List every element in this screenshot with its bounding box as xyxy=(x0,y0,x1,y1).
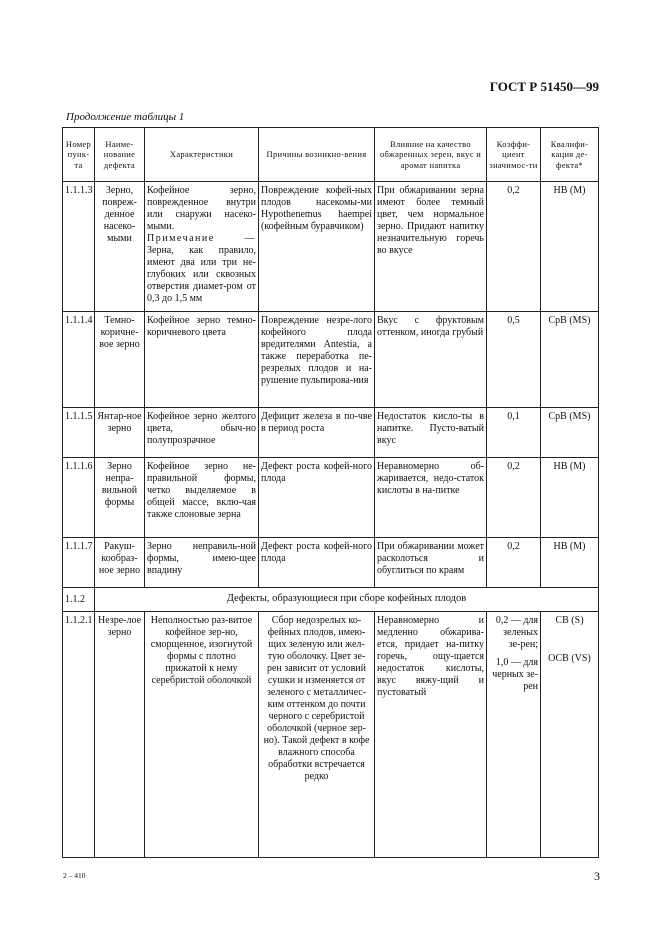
row-qualification: НВ (М) xyxy=(541,538,599,588)
row-causes: Дефект роста кофей-ного плода xyxy=(259,538,375,588)
row-effect: Неравномерно об-жаривается, недо-статок кислоты в на-питке xyxy=(375,458,487,538)
row-qualification xyxy=(541,612,599,858)
row-causes: Дефект роста кофей-ного плода xyxy=(259,458,375,538)
row-coefficient: 0,5 xyxy=(487,312,541,408)
qualification-black: ОСВ (VS) xyxy=(548,653,591,664)
coefficient-green: 0,2 — для зеленых зе-рен; xyxy=(495,615,538,650)
row-effect: Неравномерно и медленно обжарива-ется, придает на-питку горечь, ощу-щается недостаток кислоты, вкус вяжу-щий и пустоватый xyxy=(375,612,487,858)
row-causes: Сбор недозрелых ко-фейных плодов, имею-щих зеленую или жел-тую оболочку. Цвет зе-рен зависит от условий сушки и изменяется от зеленого с металличес-ким оттенком до почти черного с серебристой оболочкой (черное зер-но). Такой дефект в кофе влажного способа обработки встречается редко xyxy=(259,612,375,858)
table-row xyxy=(63,538,599,588)
row-characteristics xyxy=(145,182,259,312)
characteristics-text: Кофейное зерно, поврежденное внутри или снаружи насеко-мыми. xyxy=(147,185,256,232)
row-characteristics: Кофейное зерно не-правильной формы, четко выделяемое в общей массе, вклю-чая также слоновые зерна xyxy=(145,458,259,538)
row-coefficient: 0,2 xyxy=(487,538,541,588)
row-defect-name: Зерно, повреж-денное насеко-мыми xyxy=(95,182,145,312)
table-header-row xyxy=(63,128,599,182)
note-label: Примечание — xyxy=(147,233,256,244)
print-code: 2 – 410 xyxy=(63,871,86,880)
row-number: 1.1.1.5 xyxy=(63,408,95,458)
row-number: 1.1.1.3 xyxy=(63,182,95,312)
col-header-causes: Причины возникно-вения xyxy=(259,128,375,182)
row-qualification: НВ (М) xyxy=(541,458,599,538)
row-effect: При обжаривании зерна имеют более темный цвет, чем нормальное зерно. Придают напитку незначительную горечь во вкусе xyxy=(375,182,487,312)
section-row xyxy=(63,588,599,612)
col-header-characteristics: Характеристики xyxy=(145,128,259,182)
row-effect: Вкус с фруктовым оттенком, иногда грубый xyxy=(375,312,487,408)
row-defect-name: Ракуш-кообраз-ное зерно xyxy=(95,538,145,588)
row-characteristics: Неполностью раз-витое кофейное зер-но, сморщенное, изогнутой формы с плотно прижатой к нему серебристой оболочкой xyxy=(145,612,259,858)
row-coefficient: 0,2 xyxy=(487,182,541,312)
row-causes: Повреждение кофей-ных плодов насекомы-ми Hypothenemus haempei (кофейным буравчиком) xyxy=(259,182,375,312)
page-number: 3 xyxy=(594,869,600,883)
table-row xyxy=(63,458,599,538)
table-row xyxy=(63,312,599,408)
col-header-defect-name: Наиме-нование дефекта xyxy=(95,128,145,182)
row-number: 1.1.1.6 xyxy=(63,458,95,538)
col-header-qualification: Квалифи-кация де-фекта* xyxy=(541,128,599,182)
row-number: 1.1.1.4 xyxy=(63,312,95,408)
row-coefficient: 0,1 xyxy=(487,408,541,458)
note-text: Зерна, как правило, имеют два или три не-глубоких или сквозных отверстия диамет-ром от 0,3 до 1,5 мм xyxy=(147,245,256,304)
row-causes: Дефицит железа в по-чве в период роста xyxy=(259,408,375,458)
col-header-effect: Влияние на качество обжаренных зерен, вкус и аромат напитка xyxy=(375,128,487,182)
standard-number: ГОСТ Р 51450—99 xyxy=(489,79,599,94)
row-defect-name: Незре-лое зерно xyxy=(95,612,145,858)
col-header-coefficient: Коэффи-циент значимос-ти xyxy=(487,128,541,182)
row-defect-name: Зерно непра-вильной формы xyxy=(95,458,145,538)
table-continuation-caption: Продолжение таблицы 1 xyxy=(66,111,185,123)
row-characteristics: Кофейное зерно желтого цвета, обыч-но полупрозрачное xyxy=(145,408,259,458)
row-coefficient: 0,2 xyxy=(487,458,541,538)
row-defect-name: Темно-коричне-вое зерно xyxy=(95,312,145,408)
row-effect: При обжаривании может расколоться и обуглиться по краям xyxy=(375,538,487,588)
table-row xyxy=(63,408,599,458)
row-characteristics: Зерно неправиль-ной формы, имею-щее впадину xyxy=(145,538,259,588)
section-title: Дефекты, образующиеся при сборе кофейных плодов xyxy=(95,588,599,612)
row-number: 1.1.2.1 xyxy=(63,612,95,858)
row-defect-name: Янтар-ное зерно xyxy=(95,408,145,458)
row-number: 1.1.1.7 xyxy=(63,538,95,588)
row-qualification: НВ (М) xyxy=(541,182,599,312)
row-qualification: СрВ (MS) xyxy=(541,312,599,408)
section-number: 1.1.2 xyxy=(63,588,95,612)
row-qualification: СрВ (MS) xyxy=(541,408,599,458)
qualification-green: СВ (S) xyxy=(555,615,584,626)
coefficient-black: 1,0 — для черных зе-рен xyxy=(492,657,538,692)
table-row xyxy=(63,182,599,312)
col-header-number: Номер пунк-та xyxy=(63,128,95,182)
row-causes: Повреждение незре-лого кофейного плода вредителями Antestia, а также переработка пе-резрелых плодов и на-рушение пульпирова-ния xyxy=(259,312,375,408)
table-row xyxy=(63,612,599,858)
row-characteristics: Кофейное зерно темно-коричневого цвета xyxy=(145,312,259,408)
row-effect: Недостаток кисло-ты в напитке. Пусто-ватый вкус xyxy=(375,408,487,458)
row-coefficient xyxy=(487,612,541,858)
defects-table xyxy=(62,127,599,858)
